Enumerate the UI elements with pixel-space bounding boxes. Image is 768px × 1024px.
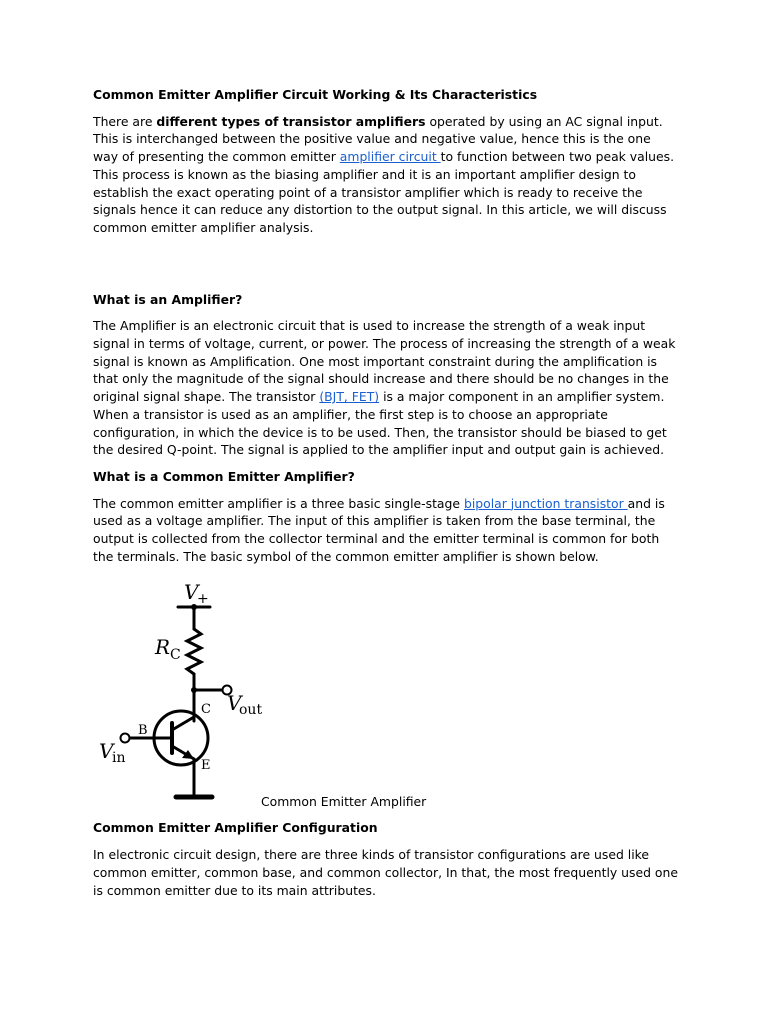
collector-label: C bbox=[201, 702, 211, 718]
bjt-link[interactable]: bipolar junction transistor bbox=[463, 495, 628, 511]
document-title: Common Emitter Amplifier Circuit Working & Its Characteristics bbox=[93, 87, 538, 102]
resistor-rc bbox=[187, 629, 201, 674]
collector-diagonal bbox=[172, 717, 194, 730]
figure-caption: Common Emitter Amplifier bbox=[261, 794, 427, 810]
rc-label: R bbox=[155, 635, 171, 660]
vin-terminal bbox=[121, 734, 130, 743]
vout-subscript: out bbox=[239, 702, 263, 719]
configuration-paragraph: In electronic circuit design, there are three kinds of transistor configurations are used like common emitter, common base, and common collector, In that, the most frequently used one is common emitter due to its main attributes. bbox=[93, 847, 678, 898]
collector-node bbox=[191, 687, 197, 693]
intro-bold-text: different types of transistor amplifiers bbox=[156, 113, 426, 129]
intro-text-2: operated by using an AC signal input. This is interchanged between the positive value and negative value, hence this is the one way of presenting the common emitter bbox=[93, 113, 663, 165]
intro-paragraph bbox=[93, 113, 679, 237]
amplifier-circuit-link[interactable]: amplifier circuit bbox=[339, 149, 441, 165]
document-page bbox=[93, 86, 679, 899]
rc-subscript: C bbox=[170, 647, 181, 664]
heading-what-is-ce-amplifier: What is a Common Emitter Amplifier? bbox=[93, 468, 355, 484]
vplus-label: V bbox=[184, 580, 199, 605]
bjt-fet-link[interactable]: (BJT, FET) bbox=[319, 389, 380, 405]
intro-text-1: There are bbox=[93, 113, 157, 129]
ce-text-1: The common emitter amplifier is a three basic single-stage bbox=[93, 495, 464, 511]
ce-circuit-diagram bbox=[93, 577, 293, 807]
vin-label: V bbox=[99, 739, 114, 764]
ce-amplifier-figure bbox=[93, 577, 679, 809]
vplus-subscript: + bbox=[197, 591, 209, 608]
emitter-label: E bbox=[201, 758, 211, 774]
ce-text-2: and is used as a voltage amplifier. The input of this amplifier is taken from the base terminal, the output is collected from the collector terminal and the emitter terminal is common for both the terminals. The basic symbol of the common emitter amplifier is shown below. bbox=[93, 495, 665, 564]
vout-label: V bbox=[227, 691, 242, 716]
amplifier-paragraph bbox=[93, 317, 679, 459]
ce-paragraph bbox=[93, 495, 679, 566]
heading-ce-configuration: Common Emitter Amplifier Configuration bbox=[93, 820, 378, 836]
base-label: B bbox=[138, 723, 148, 739]
amplifier-text-1: The Amplifier is an electronic circuit that is used to increase the strength of a weak input signal in terms of voltage, current, or power. The process of increasing the strength of a weak signal is known as Amplification. One most important constraint during the amplification is that only the magnitude of the signal should increase and there should be no changes in the original signal shape. The transistor bbox=[93, 318, 676, 405]
heading-what-is-amplifier: What is an Amplifier? bbox=[93, 291, 243, 307]
vin-subscript: in bbox=[112, 750, 126, 767]
amplifier-text-2: is a major component in an amplifier system. When a transistor is used as an amplifier, the first step is to choose an appropriate configuration, in which the device is to be used. Then, the transistor should be biased to get the desired Q-point. The signal is applied to the amplifier input and output gain is achieved. bbox=[93, 389, 667, 458]
intro-text-3: to function between two peak values. This process is known as the biasing amplifier and it is an important amplifier design to establish the exact operating point of a transistor amplifier which is ready to receive the signals hence it can reduce any distortion to the output signal. In this article, we will discuss common emitter amplifier analysis. bbox=[93, 149, 675, 235]
